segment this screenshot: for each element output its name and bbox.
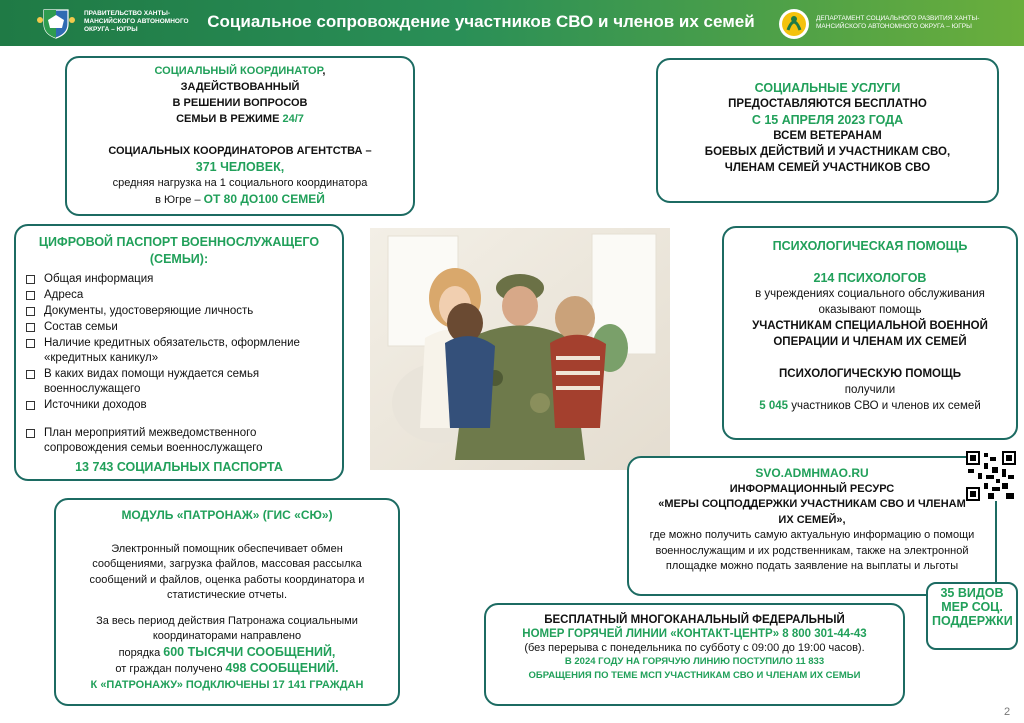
- patronage-title: МОДУЛЬ «ПАТРОНАЖ» (ГИС «СЮ»): [121, 508, 333, 522]
- psych-received: 5 045: [759, 400, 789, 412]
- header-bar: [0, 0, 1024, 46]
- coordinator-region: в Югре –: [155, 194, 201, 206]
- passport-item: Наличие кредитных обязательств, оформление «кредитных каникул»: [24, 336, 334, 366]
- psych-title: ПСИХОЛОГИЧЕСКАЯ ПОМОЩЬ: [772, 239, 968, 253]
- coordinator-card: [65, 56, 415, 216]
- patronage-received: 498 СООБЩЕНИЙ.: [225, 661, 339, 675]
- info-resource-card: [627, 456, 997, 596]
- department-name: ДЕПАРТАМЕНТ СОЦИАЛЬНОГО РАЗВИТИЯ ХАНТЫ-МАНСИЙСКОГО АВТОНОМНОГО ОКРУГА – ЮГРЫ: [816, 15, 980, 30]
- psych-line: ПСИХОЛОГИЧЕСКУЮ ПОМОЩЬ: [779, 368, 961, 380]
- psych-line: в учреждениях социального обслуживания оказывают помощь: [755, 288, 985, 316]
- hotline-card: [484, 603, 905, 706]
- coordinator-agency-line: СОЦИАЛЬНЫХ КООРДИНАТОРОВ АГЕНТСТВА –: [108, 145, 372, 157]
- patronage-desc: Электронный помощник обеспечивает обмен сообщениями, загрузка файлов, массовая рассылка сообщений и файлов, оценка работы координатора и статистические отчеты.: [89, 542, 365, 601]
- passport-plan-item: План мероприятий межведомственного сопровождения семьи военнослужащего: [24, 426, 334, 456]
- passport-title: ЦИФРОВОЙ ПАСПОРТ ВОЕННОСЛУЖАЩЕГО (СЕМЬИ):: [38, 235, 320, 266]
- resource-line: ИНФОРМАЦИОННЫЙ РЕСУРС: [729, 482, 895, 495]
- services-date: С 15 АПРЕЛЯ 2023 ГОДА: [751, 113, 904, 127]
- passport-item: Адреса: [24, 288, 334, 303]
- page-title: Социальное сопровождение участников СВО и членов их семей: [207, 12, 755, 31]
- hotline-stat: ОБРАЩЕНИЯ ПО ТЕМЕ МСП УЧАСТНИКАМ СВО И ЧЛЕНАМ ИХ СЕМЬИ: [528, 670, 861, 681]
- services-line: БОЕВЫХ ДЕЙСТВИЙ И УЧАСТНИКАМ СВО,: [704, 146, 951, 158]
- resource-desc: где можно получить самую актуальную информацию о помощи военнослужащим и их родственникам, также на электронной площадке можно подать заявление на выплаты и льготы: [649, 529, 975, 572]
- psych-line: получили: [844, 384, 896, 396]
- family-photo: [370, 228, 670, 470]
- coat-of-arms-icon: [36, 6, 76, 40]
- psych-help-card: [722, 226, 1018, 440]
- passport-total: 13 743 СОЦИАЛЬНЫХ ПАСПОРТА: [75, 460, 283, 474]
- coordinator-count: 371 ЧЕЛОВЕК,: [195, 160, 285, 174]
- comma: ,: [322, 65, 326, 77]
- patronage-connected: К «ПАТРОНАЖУ» ПОДКЛЮЧЕНЫ 17 141 ГРАЖДАН: [90, 678, 364, 691]
- resource-site-link[interactable]: SVO.ADMHMAO.RU: [755, 466, 869, 480]
- passport-item: Документы, удостоверяющие личность: [24, 304, 334, 319]
- coordinator-load-label: средняя нагрузка на 1 социального координатора: [112, 177, 368, 189]
- patronage-sent: 600 ТЫСЯЧИ СООБЩЕНИЙ,: [163, 644, 336, 659]
- resource-line: «МЕРЫ СОЦПОДДЕРЖКИ УЧАСТНИКАМ СВО И ЧЛЕНАМ ИХ СЕМЕЙ»,: [658, 498, 966, 526]
- hotline-number[interactable]: НОМЕР ГОРЯЧЕЙ ЛИНИИ «КОНТАКТ-ЦЕНТР» 8 800 301-44-43: [522, 628, 867, 640]
- patronage-line: от граждан получено: [115, 663, 223, 675]
- passport-item: Состав семьи: [24, 320, 334, 335]
- patronage-line: За весь период действия Патронажа социальными координаторами направлено: [96, 614, 358, 642]
- services-line: ВСЕМ ВЕТЕРАНАМ: [773, 130, 882, 142]
- services-title: СОЦИАЛЬНЫЕ УСЛУГИ: [754, 81, 901, 95]
- social-services-card: [656, 58, 999, 203]
- patronage-module-card: [54, 498, 400, 706]
- psych-count: 214 ПСИХОЛОГОВ: [813, 271, 927, 285]
- passport-checklist: [24, 272, 334, 456]
- digital-passport-card: [14, 224, 344, 481]
- services-line: ЧЛЕНАМ СЕМЕЙ УЧАСТНИКОВ СВО: [724, 162, 931, 174]
- qr-code-icon[interactable]: [966, 451, 1016, 501]
- psych-line: участников СВО и членов их семей: [791, 400, 981, 412]
- hotline-hours: (без перерыва с понедельника по субботу с 09:00 до 19:00 часов).: [524, 642, 865, 654]
- page-number: 2: [1004, 706, 1011, 718]
- coordinator-line: ЗАДЕЙСТВОВАННЫЙ: [180, 81, 300, 93]
- coordinator-mode: 24/7: [282, 113, 304, 125]
- patronage-line: порядка: [118, 646, 161, 659]
- hotline-stat: В 2024 ГОДУ НА ГОРЯЧУЮ ЛИНИЮ ПОСТУПИЛО 11 833: [564, 656, 825, 667]
- coordinator-line: В РЕШЕНИИ ВОПРОСОВ: [172, 97, 308, 109]
- passport-item: Общая информация: [24, 272, 334, 287]
- passport-item: Источники доходов: [24, 398, 334, 413]
- coordinator-load: ОТ 80 ДО100 СЕМЕЙ: [203, 192, 325, 206]
- services-line: ПРЕДОСТАВЛЯЮТСЯ БЕСПЛАТНО: [728, 98, 927, 110]
- passport-item: В каких видах помощи нуждается семья военнослужащего: [24, 367, 334, 397]
- hotline-line: БЕСПЛАТНЫЙ МНОГОКАНАЛЬНЫЙ ФЕДЕРАЛЬНЫЙ: [544, 614, 845, 626]
- coordinator-title: СОЦИАЛЬНЫЙ КООРДИНАТОР: [154, 65, 323, 77]
- government-name: ПРАВИТЕЛЬСТВО ХАНТЫ-МАНСИЙСКОГО АВТОНОМНОГО ОКРУГА – ЮГРЫ: [84, 10, 189, 33]
- department-logo-icon: [778, 8, 810, 40]
- support-measures-badge: 35 ВИДОВ МЕР СОЦ. ПОДДЕРЖКИ: [926, 582, 1018, 650]
- coordinator-line: СЕМЬИ В РЕЖИМЕ: [176, 113, 280, 125]
- psych-line: УЧАСТНИКАМ СПЕЦИАЛЬНОЙ ВОЕННОЙ ОПЕРАЦИИ И ЧЛЕНАМ ИХ СЕМЕЙ: [752, 320, 988, 348]
